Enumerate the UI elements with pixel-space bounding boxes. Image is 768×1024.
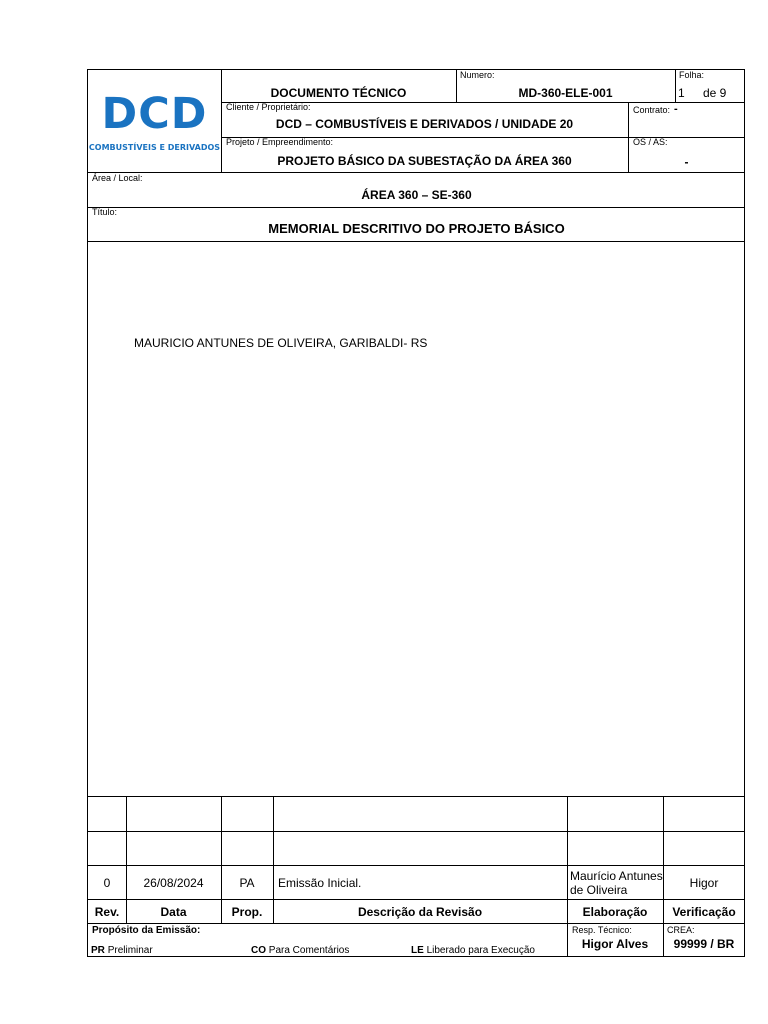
divider	[88, 207, 745, 208]
purpose-liberado	[411, 945, 535, 956]
prop-cell	[221, 797, 273, 831]
crea-value: 99999 / BR	[673, 937, 735, 951]
purpose-text: Liberado para Execução	[426, 945, 535, 956]
purpose-code: PR	[91, 945, 105, 956]
prop-cell	[221, 832, 273, 865]
prop-header: Prop.	[231, 904, 263, 919]
prop-cell: PA	[239, 875, 255, 890]
verificacao-cell: Higor	[689, 875, 719, 890]
resp-value: Higor Alves	[581, 937, 649, 951]
divider	[88, 241, 745, 242]
date-cell	[126, 832, 221, 865]
elaboracao-cell	[567, 832, 663, 865]
date-cell: 26/08/2024	[143, 875, 204, 890]
elaboracao-header: Elaboração	[582, 904, 648, 919]
titulo-label: Título:	[92, 207, 118, 217]
projeto-label: Projeto / Empreendimento:	[226, 137, 334, 147]
date-cell	[126, 797, 221, 831]
contrato-value: -	[674, 103, 678, 115]
folha-label: Folha:	[679, 70, 705, 80]
contrato-label: Contrato:	[633, 105, 671, 115]
author-line: MAURICIO ANTUNES DE OLIVEIRA, GARIBALDI- RS	[134, 336, 428, 350]
area-value: ÁREA 360 – SE-360	[361, 188, 472, 202]
rev-cell	[88, 832, 126, 865]
os-value: -	[684, 155, 689, 169]
description-cell	[273, 832, 567, 865]
doc-type: DOCUMENTO TÉCNICO	[270, 86, 407, 100]
rev-cell	[88, 797, 126, 831]
folha-page: 1	[678, 86, 685, 100]
numero-label: Numero:	[460, 70, 495, 80]
verificacao-header: Verificação	[672, 904, 736, 919]
document-number: MD-360-ELE-001	[518, 86, 613, 100]
projeto-value: PROJETO BÁSICO DA SUBESTAÇÃO DA ÁREA 360	[277, 154, 572, 168]
elaboracao-cell: Maurício Antunes de Oliveira	[570, 868, 663, 897]
purpose-text: Para Comentários	[268, 945, 350, 956]
divider	[88, 923, 745, 924]
date-header: Data	[160, 904, 187, 919]
description-cell: Emissão Inicial.	[278, 875, 362, 890]
purpose-code: LE	[411, 945, 424, 956]
folha-total: de 9	[703, 86, 727, 100]
company-logo-subtitle: COMBUSTÍVEIS E DERIVADOS	[88, 143, 221, 152]
verificacao-cell	[663, 797, 745, 831]
description-cell	[273, 797, 567, 831]
resp-label: Resp. Técnico:	[572, 925, 632, 935]
company-logo: DCD	[101, 89, 208, 139]
divider	[675, 70, 676, 103]
area-label: Área / Local:	[92, 173, 143, 183]
purpose-preliminar	[91, 945, 153, 956]
description-header: Descrição da Revisão	[357, 904, 483, 919]
crea-label: CREA:	[667, 925, 695, 935]
cliente-value: DCD – COMBUSTÍVEIS E DERIVADOS / UNIDADE 20	[275, 117, 574, 131]
purpose-text: Preliminar	[107, 945, 153, 956]
purpose-comentarios	[251, 945, 349, 956]
os-label: OS / AS:	[633, 137, 668, 147]
purpose-code: CO	[251, 945, 266, 956]
cliente-label: Cliente / Proprietário:	[226, 102, 311, 112]
proposito-label: Propósito da Emissão:	[92, 925, 201, 936]
rev-cell: 0	[103, 875, 111, 890]
elaboracao-cell	[567, 797, 663, 831]
divider	[88, 172, 745, 173]
verificacao-cell	[663, 832, 745, 865]
document-title: MEMORIAL DESCRITIVO DO PROJETO BÁSICO	[268, 221, 565, 236]
rev-header: Rev.	[94, 904, 120, 919]
document-page	[87, 69, 745, 957]
